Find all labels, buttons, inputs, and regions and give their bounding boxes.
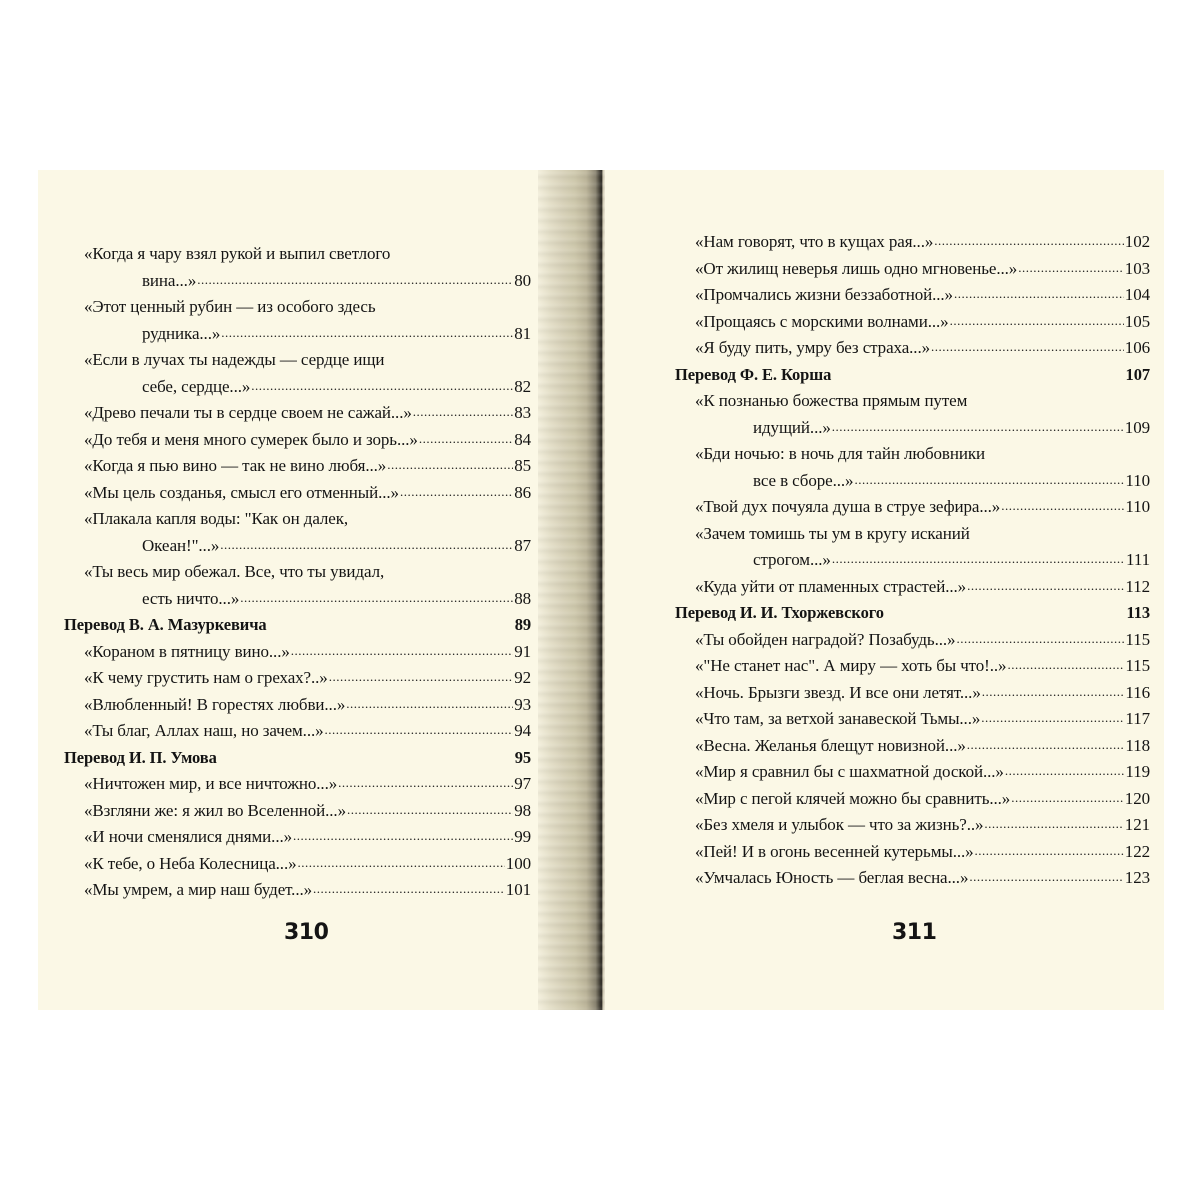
toc-entry: [675, 811, 1150, 838]
dot-leader: [298, 848, 505, 877]
dot-leader: [1011, 783, 1124, 812]
toc-entry: [64, 823, 531, 850]
toc-entry-page: 81: [514, 323, 531, 343]
toc-entry-page: 109: [1124, 417, 1150, 437]
dot-leader: [346, 689, 513, 718]
dot-leader: [950, 306, 1124, 335]
dot-leader: [338, 768, 513, 797]
section-heading: [64, 611, 531, 638]
toc-entry: [64, 717, 531, 744]
dot-leader: [832, 412, 1124, 441]
toc-entry: [675, 758, 1150, 785]
toc-entry-title: «Ночь. Брызги звезд. И все они летят...»: [695, 682, 981, 702]
dot-leader: [975, 836, 1124, 865]
toc-entry-title-continued: рудника...»: [142, 323, 221, 343]
toc-entry-title: «Влюбленный! В горестях любви...»: [84, 694, 346, 714]
toc-entry-title: «К чему грустить нам о грехах?..»: [84, 668, 328, 687]
left-page: [38, 170, 538, 1010]
toc-entry-title-continued: все в сборе...»: [753, 470, 854, 490]
toc-entry-title: «Без хмеля и улыбок — что за жизнь?..»: [695, 815, 984, 834]
toc-entry-title: «Весна. Желанья блещут новизной...»: [695, 735, 966, 755]
toc-entry: [675, 573, 1150, 600]
toc-entry-title: «И ночи сменялися днями...»: [84, 827, 293, 846]
toc-entry-title-continued: есть ничто...»: [142, 588, 240, 608]
dot-leader: [954, 279, 1124, 308]
section-page-number: 107: [1125, 364, 1150, 384]
toc-entry-first-line: [64, 558, 531, 585]
dot-leader: [1007, 650, 1124, 679]
toc-entry-title: «Нам говорят, что в кущах рая...»: [695, 232, 934, 251]
toc-entry-title: «Бди ночью: в ночь для тайн любовники: [695, 444, 985, 463]
dot-leader: [221, 318, 513, 347]
toc-entry-page: 92: [514, 668, 531, 687]
toc-entry-title: «Что там, за ветхой занавеской Тьмы...»: [695, 709, 981, 728]
toc-entry: [675, 308, 1150, 335]
toc-entry-title: «Кораном в пятницу вино...»: [84, 641, 290, 661]
toc-entry-page: 112: [1125, 576, 1150, 596]
section-page-number: 113: [1126, 603, 1150, 622]
toc-entry-continuation: [675, 546, 1150, 573]
dot-leader: [981, 703, 1124, 732]
toc-entry-title: «Зачем томишь ты ум в кругу исканий: [695, 523, 970, 543]
toc-entry-page: 122: [1124, 841, 1150, 861]
toc-entry-title: «Ничтожен мир, и все ничтожно...»: [84, 774, 338, 793]
section-page-number: 95: [514, 747, 531, 767]
toc-entry-page: 104: [1124, 285, 1150, 304]
toc-entry-title: «Древо печали ты в сердце своем не сажай...»: [84, 403, 412, 422]
toc-entry: [64, 770, 531, 797]
toc-entry-page: 111: [1126, 550, 1150, 569]
toc-entry-title: «Мир я сравнил бы с шахматной доской...»: [695, 762, 1004, 781]
page-number-right: 311: [892, 920, 937, 945]
toc-entry: [64, 479, 531, 506]
toc-entry-page: 91: [514, 641, 531, 661]
toc-entry-title-continued: строгом...»: [753, 550, 831, 569]
toc-entry-page: 123: [1124, 868, 1150, 887]
toc-entry-first-line: [64, 240, 531, 267]
dot-leader: [387, 450, 513, 479]
toc-entry-page: 87: [514, 535, 531, 555]
toc-entry-page: 120: [1124, 788, 1150, 808]
toc-entry-page: 119: [1125, 762, 1150, 781]
toc-entry-title: «К познанью божества прямым путем: [695, 391, 968, 410]
dot-leader: [313, 874, 505, 903]
toc-entry-continuation: [675, 414, 1150, 441]
dot-leader: [347, 795, 513, 824]
section-title: Перевод В. А. Мазуркевича: [64, 615, 267, 634]
toc-entry-title: «От жилищ неверья лишь одно мгновенье...»: [695, 258, 1018, 278]
toc-entry-title: «Когда я пью вино — так не вино любя...»: [84, 456, 387, 475]
toc-entry-page: 82: [514, 376, 531, 396]
toc-entry-page: 83: [514, 403, 531, 422]
toc-entry-page: 80: [514, 270, 531, 290]
toc-entry-page: 100: [505, 853, 531, 873]
table-of-contents-left: [64, 240, 531, 903]
section-heading: [675, 599, 1150, 626]
toc-entry-page: 84: [514, 429, 531, 449]
toc-entry-page: 115: [1125, 629, 1150, 649]
toc-entry-page: 110: [1125, 497, 1150, 516]
dot-leader: [956, 624, 1124, 653]
toc-entry: [675, 255, 1150, 282]
toc-entry-first-line: [675, 387, 1150, 414]
section-title: Перевод Ф. Е. Корша: [675, 364, 832, 384]
toc-entry: [64, 876, 531, 903]
toc-entry: [64, 797, 531, 824]
toc-entry: [675, 705, 1150, 732]
toc-entry-title: «Умчалась Юность — беглая весна...»: [695, 868, 969, 887]
dot-leader: [400, 477, 513, 506]
toc-entry-continuation: [64, 585, 531, 612]
toc-entry: [675, 785, 1150, 812]
toc-entry-page: 115: [1125, 656, 1150, 675]
dot-leader: [325, 715, 514, 744]
toc-entry-title-continued: себе, сердце...»: [142, 376, 251, 396]
toc-entry-page: 98: [514, 800, 531, 820]
dot-leader: [982, 677, 1125, 706]
toc-entry: [64, 850, 531, 877]
toc-entry-title: «Я буду пить, умру без страха...»: [695, 338, 930, 357]
toc-entry-title: «Если в лучах ты надежды — сердце ищи: [84, 350, 385, 369]
toc-entry-page: 85: [514, 456, 531, 475]
section-page-number: 89: [514, 615, 531, 634]
dot-leader: [413, 397, 513, 426]
toc-entry-continuation: [64, 373, 531, 400]
dot-leader: [832, 544, 1125, 573]
right-page: [605, 170, 1164, 1010]
toc-entry-title-continued: вина...»: [142, 270, 197, 290]
table-of-contents-right: [675, 228, 1150, 891]
toc-entry-title: «Этот ценный рубин — из особого здесь: [84, 297, 376, 316]
book-gutter: [538, 170, 605, 1010]
toc-entry-title: «Мы цель созданья, смысл его отменный...»: [84, 482, 399, 502]
dot-leader: [984, 809, 1123, 838]
toc-entry-page: 105: [1124, 311, 1150, 331]
toc-entry-title: «Пей! И в огонь весенней кутерьмы...»: [695, 841, 974, 861]
toc-entry-page: 110: [1125, 470, 1150, 490]
toc-entry: [675, 732, 1150, 759]
toc-entry-first-line: [675, 520, 1150, 547]
toc-entry: [675, 626, 1150, 653]
toc-entry-page: 106: [1124, 338, 1150, 357]
toc-entry-page: 103: [1124, 258, 1150, 278]
toc-entry-title: «"Не станет нас". А миру — хоть бы что!..»: [695, 656, 1007, 675]
toc-entry: [64, 426, 531, 453]
toc-entry-first-line: [64, 505, 531, 532]
toc-entry: [675, 864, 1150, 891]
toc-entry-title: «Твой дух почуяла душа в струе зефира...»: [695, 497, 1001, 516]
toc-entry-page: 94: [514, 721, 531, 740]
toc-entry-page: 101: [505, 880, 531, 899]
dot-leader: [419, 424, 513, 453]
toc-entry: [675, 493, 1150, 520]
dot-leader: [293, 821, 513, 850]
toc-entry-page: 102: [1124, 232, 1150, 251]
section-heading: [675, 361, 1150, 388]
section-title: Перевод И. И. Тхоржевского: [675, 603, 884, 622]
toc-entry-page: 93: [514, 694, 531, 714]
toc-entry-title: «Мы умрем, а мир наш будет...»: [84, 880, 313, 899]
toc-entry-continuation: [64, 267, 531, 294]
toc-entry: [675, 281, 1150, 308]
toc-entry-title: «Мир с пегой клячей можно бы сравнить...»: [695, 788, 1011, 808]
toc-entry-title: «Взгляни же: я жил во Вселенной...»: [84, 800, 346, 820]
toc-entry-title: «Ты обойден наградой? Позабудь...»: [695, 629, 956, 649]
dot-leader: [220, 530, 513, 559]
toc-entry-continuation: [64, 532, 531, 559]
dot-leader: [854, 465, 1124, 494]
dot-leader: [1005, 756, 1125, 785]
toc-entry-title: «Промчались жизни беззаботной...»: [695, 285, 953, 304]
book-spread: [38, 170, 1164, 1010]
toc-entry-title: «К тебе, о Неба Колесница...»: [84, 853, 297, 873]
dot-leader: [291, 636, 513, 665]
dot-leader: [967, 571, 1124, 600]
toc-entry: [675, 228, 1150, 255]
toc-entry-title: «Плакала капля воды: "Как он далек,: [84, 509, 349, 528]
dot-leader: [1001, 491, 1124, 520]
toc-entry: [675, 652, 1150, 679]
toc-entry-continuation: [675, 467, 1150, 494]
dot-leader: [969, 862, 1123, 891]
toc-entry: [64, 664, 531, 691]
toc-entry-first-line: [64, 293, 531, 320]
dot-leader: [934, 226, 1124, 255]
toc-entry-title: «Куда уйти от пламенных страстей...»: [695, 576, 967, 596]
toc-entry: [64, 638, 531, 665]
toc-entry-page: 88: [514, 588, 531, 608]
toc-entry-page: 118: [1125, 735, 1150, 755]
toc-entry-title: «Ты благ, Аллах наш, но зачем...»: [84, 721, 324, 740]
dot-leader: [240, 583, 513, 612]
section-title: Перевод И. П. Умова: [64, 747, 217, 767]
toc-entry: [675, 838, 1150, 865]
toc-entry-first-line: [64, 346, 531, 373]
dot-leader: [197, 265, 513, 294]
dot-leader: [931, 332, 1124, 361]
toc-entry-title: «Ты весь мир обежал. Все, что ты увидал,: [84, 562, 385, 581]
section-heading: [64, 744, 531, 771]
toc-entry: [64, 452, 531, 479]
toc-entry: [675, 334, 1150, 361]
toc-entry: [64, 691, 531, 718]
toc-entry-continuation: [64, 320, 531, 347]
dot-leader: [967, 730, 1125, 759]
toc-entry-first-line: [675, 440, 1150, 467]
dot-leader: [251, 371, 513, 400]
toc-entry-page: 121: [1124, 815, 1150, 834]
toc-entry-title: «Когда я чару взял рукой и выпил светлого: [84, 244, 391, 263]
toc-entry-title: «Прощаясь с морскими волнами...»: [695, 311, 949, 331]
toc-entry: [675, 679, 1150, 706]
toc-entry-title-continued: Океан!"...»: [142, 535, 220, 555]
toc-entry-page: 117: [1125, 709, 1150, 728]
dot-leader: [329, 662, 513, 691]
toc-entry: [64, 399, 531, 426]
toc-entry-page: 86: [514, 482, 531, 502]
toc-entry-page: 99: [514, 827, 531, 846]
toc-entry-page: 116: [1125, 682, 1150, 702]
page-number-left: 310: [284, 920, 329, 945]
toc-entry-page: 97: [514, 774, 531, 793]
toc-entry-title-continued: идущий...»: [753, 417, 831, 437]
dot-leader: [1018, 253, 1124, 282]
toc-entry-title: «До тебя и меня много сумерек было и зорь...»: [84, 429, 418, 449]
